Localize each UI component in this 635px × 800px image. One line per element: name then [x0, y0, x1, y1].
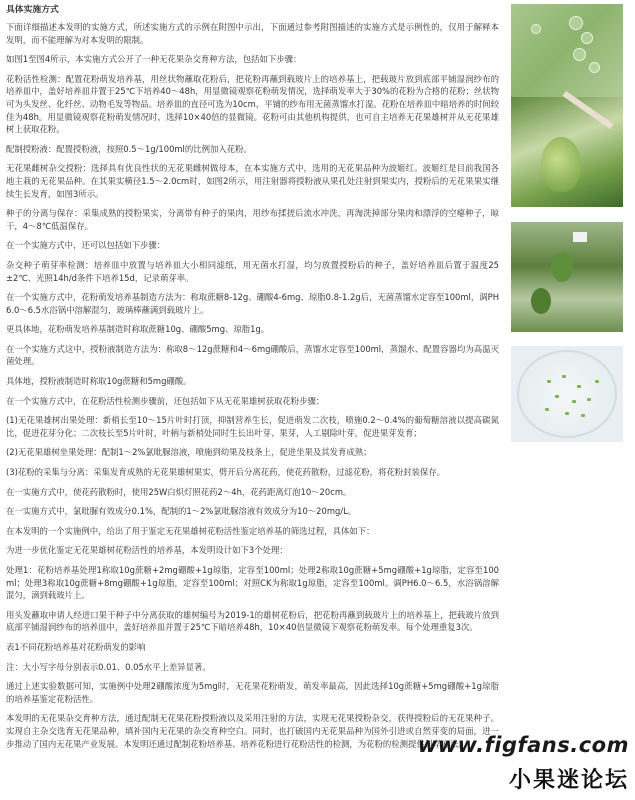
fig-fruit-shape — [531, 288, 551, 314]
patent-text-column — [6, 4, 499, 757]
paragraph-25: 通过上述实验数据可知，实施例中处理2硼酸浓度为5mg时，无花果花粉萌发，萌发率最高，因此选择10g蔗糖+5mg硼酸+1g琼脂的培养基鉴定花粉活性。 — [6, 681, 499, 704]
seedling-dot — [565, 412, 569, 415]
paragraph-12: 具体地，授粉液制造时称取10g蔗糖和5mg硼酸。 — [6, 376, 192, 387]
seedling-dot — [587, 398, 591, 401]
paragraph-26: 本发明的无花果杂交育种方法，通过配制无花果花粉授粉液以及采用注射的方法，实现无花果授粉杂交，获得授粉后的无花果种子。实现自主杂交选育无花果品种，填补国内无花果的杂交育种空白。同时，也打破国内无花果品种为国外引进或自然芽变的局面，进一步推动了国内无花果产业发展。本发明还通过配制花粉培养基、培养花粉进行花粉活性的检测，为花粉的检测提供科学方法。 — [6, 713, 499, 749]
paragraph-14: (1)无花果雄树出果处理：新梢长至10～15片叶时打顶，抑制营养生长，促进萌发二次枝，喷施0.2～0.4%的葡萄糖溶液以提高碳氮比，促进花芽分化；二次枝长至5片叶时，叶柄与新梢处同时生长出叶芽、果芽，人工剔除叶芽，促进果芽发育； — [6, 415, 499, 438]
section-heading: 具体实施方式 — [6, 5, 59, 15]
paragraph-9: 在一个实施方式中，花粉萌发培养基制造方法为：称取蔗糖8-12g、硼酸4-6mg、琼脂0.8-1.2g后，无菌蒸馏水定容至100ml，调PH6.0～6.5水浴锅中溶解混匀，玻璃棒蘸满到载玻片上。 — [6, 292, 499, 315]
paragraph-5: 无花果雌树杂交授粉：选择具有优良性状的无花果雌树做母本，在本实施方式中，选用的无花果品种为波姬红。波姬红是目前我国各地主栽的无花果品种。在其果实横径1.5～2.0cm时，如图2所示，用注射器将授粉液从果孔处注射到果实内，授粉后的无花果果实继续生长发育，如图3所示。 — [6, 163, 499, 199]
fig-fruit-shape — [551, 252, 573, 282]
paragraph-18: 在一实施方式中，氯吡脲有效成分0.1%，配制的1～2%氯吡脲溶液有效成分为10～20mg/L。 — [6, 506, 357, 517]
pollen-grain-shape — [531, 24, 541, 34]
seedling-dot — [595, 380, 599, 383]
paragraph-11: 在一个实施方式这中，授粉液制造方法为：称取8～12g蔗糖和4～6mg硼酸后，蒸馏水定容至100ml，蒸馏水、配置容器均为高温灭菌处理。 — [6, 343, 499, 367]
paragraph-19: 在本发明的一个实施例中，给出了用于鉴定无花果雄树花粉活性鉴定培养基的筛选过程，具体如下： — [6, 525, 375, 536]
paragraph-10: 更具体地，花粉萌发培养基制造时称取蔗糖10g、硼酸5mg、琼脂1g。 — [6, 324, 270, 335]
seedling-dot — [572, 400, 576, 403]
pollen-grain-shape — [589, 62, 600, 73]
seedling-dot — [555, 395, 559, 398]
paragraph-1: 下面详细描述本发明的实施方式，所述实施方式的示例在附图中示出，下面通过参考附图描述的实施方式是示例性的，仅用于解释本发明，而不能理解为对本发明的限制。 — [6, 22, 499, 45]
pollen-grain-shape — [581, 32, 593, 44]
pollen-grain-shape — [569, 16, 583, 30]
paragraph-21: 处理1：花粉培养基处理1称取10g蔗糖+2mg硼酸+1g琼脂，定容至100ml；处理2称取10g蔗糖+5mg硼酸+1g琼脂，定容至100ml；处理3称取10g蔗糖+8mg硼酸+1g琼脂，定容至100ml；对照CK为称取1g琼脂，定容至100ml。调PH6.0～6.5，水浴锅溶解混匀，滴到载玻片上。 — [6, 565, 499, 601]
paragraph-4: 配制授粉液：配置授粉液，按照0.5～1g/100ml的比例加入花粉。 — [6, 143, 252, 154]
forum-watermark — [418, 733, 629, 794]
seedling-dot — [577, 385, 581, 388]
paragraph-20: 为进一步优化鉴定无花果雄树花粉活性的培养基，本发明设计如下3个处理： — [6, 545, 288, 556]
paragraph-2: 如图1至图4所示，本实施方式公开了一种无花果杂交育种方法，包括如下步骤： — [6, 54, 302, 65]
paragraph-7: 在一个实施方式中，还可以包括如下步骤： — [6, 240, 166, 251]
pollen-grain-shape — [573, 48, 586, 61]
seedling-dot — [545, 408, 549, 411]
tag-label-shape — [573, 232, 587, 242]
seedling-dot — [562, 375, 566, 378]
table-caption: 表1不同花粉培养基对花粉萌发的影响 — [6, 641, 146, 652]
paragraph-15: (2)无花果雄树坐果处理：配制1～2%氯吡脲溶液，喷施到幼果及枝条上，促进坐果及其发育成熟； — [6, 447, 372, 458]
fig-fruit-injection-image — [511, 97, 623, 207]
paragraph-16: (3)花粉的采集与分离：采集发育成熟的无花果雄树果实，劈开后分离花药，使花药散粉，过滤花粉，将花粉封装保存。 — [6, 467, 445, 478]
petri-dish-shape — [517, 350, 617, 438]
table-note: 注：大小写字母分别表示0.01、0.05水平上差异显著。 — [6, 661, 211, 672]
paragraph-8: 杂交种子萌芽率检测：培养皿中放置与培养皿大小相同滤纸，用无菌水打湿，均匀放置授粉后的种子，盖好培养皿后置于温度25±2℃、光照14h/d条件下培养15d，记录萌芽率。 — [6, 259, 499, 283]
watermark-url: www.figfans.com — [417, 733, 629, 757]
fig-tree-fruit-image — [511, 222, 623, 332]
seedling-dot — [581, 414, 585, 417]
syringe-shape — [563, 91, 614, 129]
petri-dish-seeds-image — [511, 346, 623, 442]
fig-fruit-shape — [541, 137, 581, 192]
paragraph-13: 在一个实施方式中，在花粉活性检测步骤前，还包括如下从无花果雄树获取花粉步骤： — [6, 395, 325, 406]
watermark-name: 小果迷论坛 — [508, 768, 629, 793]
seedling-dot — [547, 380, 551, 383]
paragraph-22: 用头发蘸取申请人经进口果干种子中分离获取的雄树编号为2019-1的雄树花粉后，把花粉再蘸到载玻片上的培养基上，把载玻片放到底部平铺湿润纱布的培养皿中，盖好培养皿并置于25℃下暗培养48h，10×40倍显微镜下观察花粉萌发率。每个处理重复3次。 — [6, 609, 499, 633]
paragraph-3: 花粉活性检测：配置花粉萌发培养基，用丝状物蘸取花粉后，把花粉再蘸到载玻片上的培养基上，把载玻片放到底部平铺湿润纱布的培养皿中，盖好培养皿并置于25℃下培养40～48h，用显微镜观察花粉萌发情况，选择萌发率大于30%的花粉为合格的花粉；丝状物可为头发丝、化纤丝、动物毛发等物品。培养皿的直径可选为10cm，平铺的纱布用无菌蒸馏水打湿。花粉在培养皿中暗培养的时间较佳为48h。用显微镜观察花粉萌发情况时，选择10×40倍的显微镜。花粉可由其他机构提供，也可自主培养无花果雄树并从无花果雄树上获取花粉。 — [6, 73, 499, 135]
paragraph-17: 在一实施方式中，使花药散粉时，使用25W白炽灯照花药2～4h，花药距离灯泡10～20cm。 — [6, 486, 352, 497]
paragraph-6: 种子的分离与保存：采集成熟的授粉果实，分离带有种子的果肉，用纱布揉搓后流水冲洗，再淘洗掉部分果肉和漂浮的空瘪种子，晾干，4～8℃低温保存。 — [6, 208, 499, 231]
